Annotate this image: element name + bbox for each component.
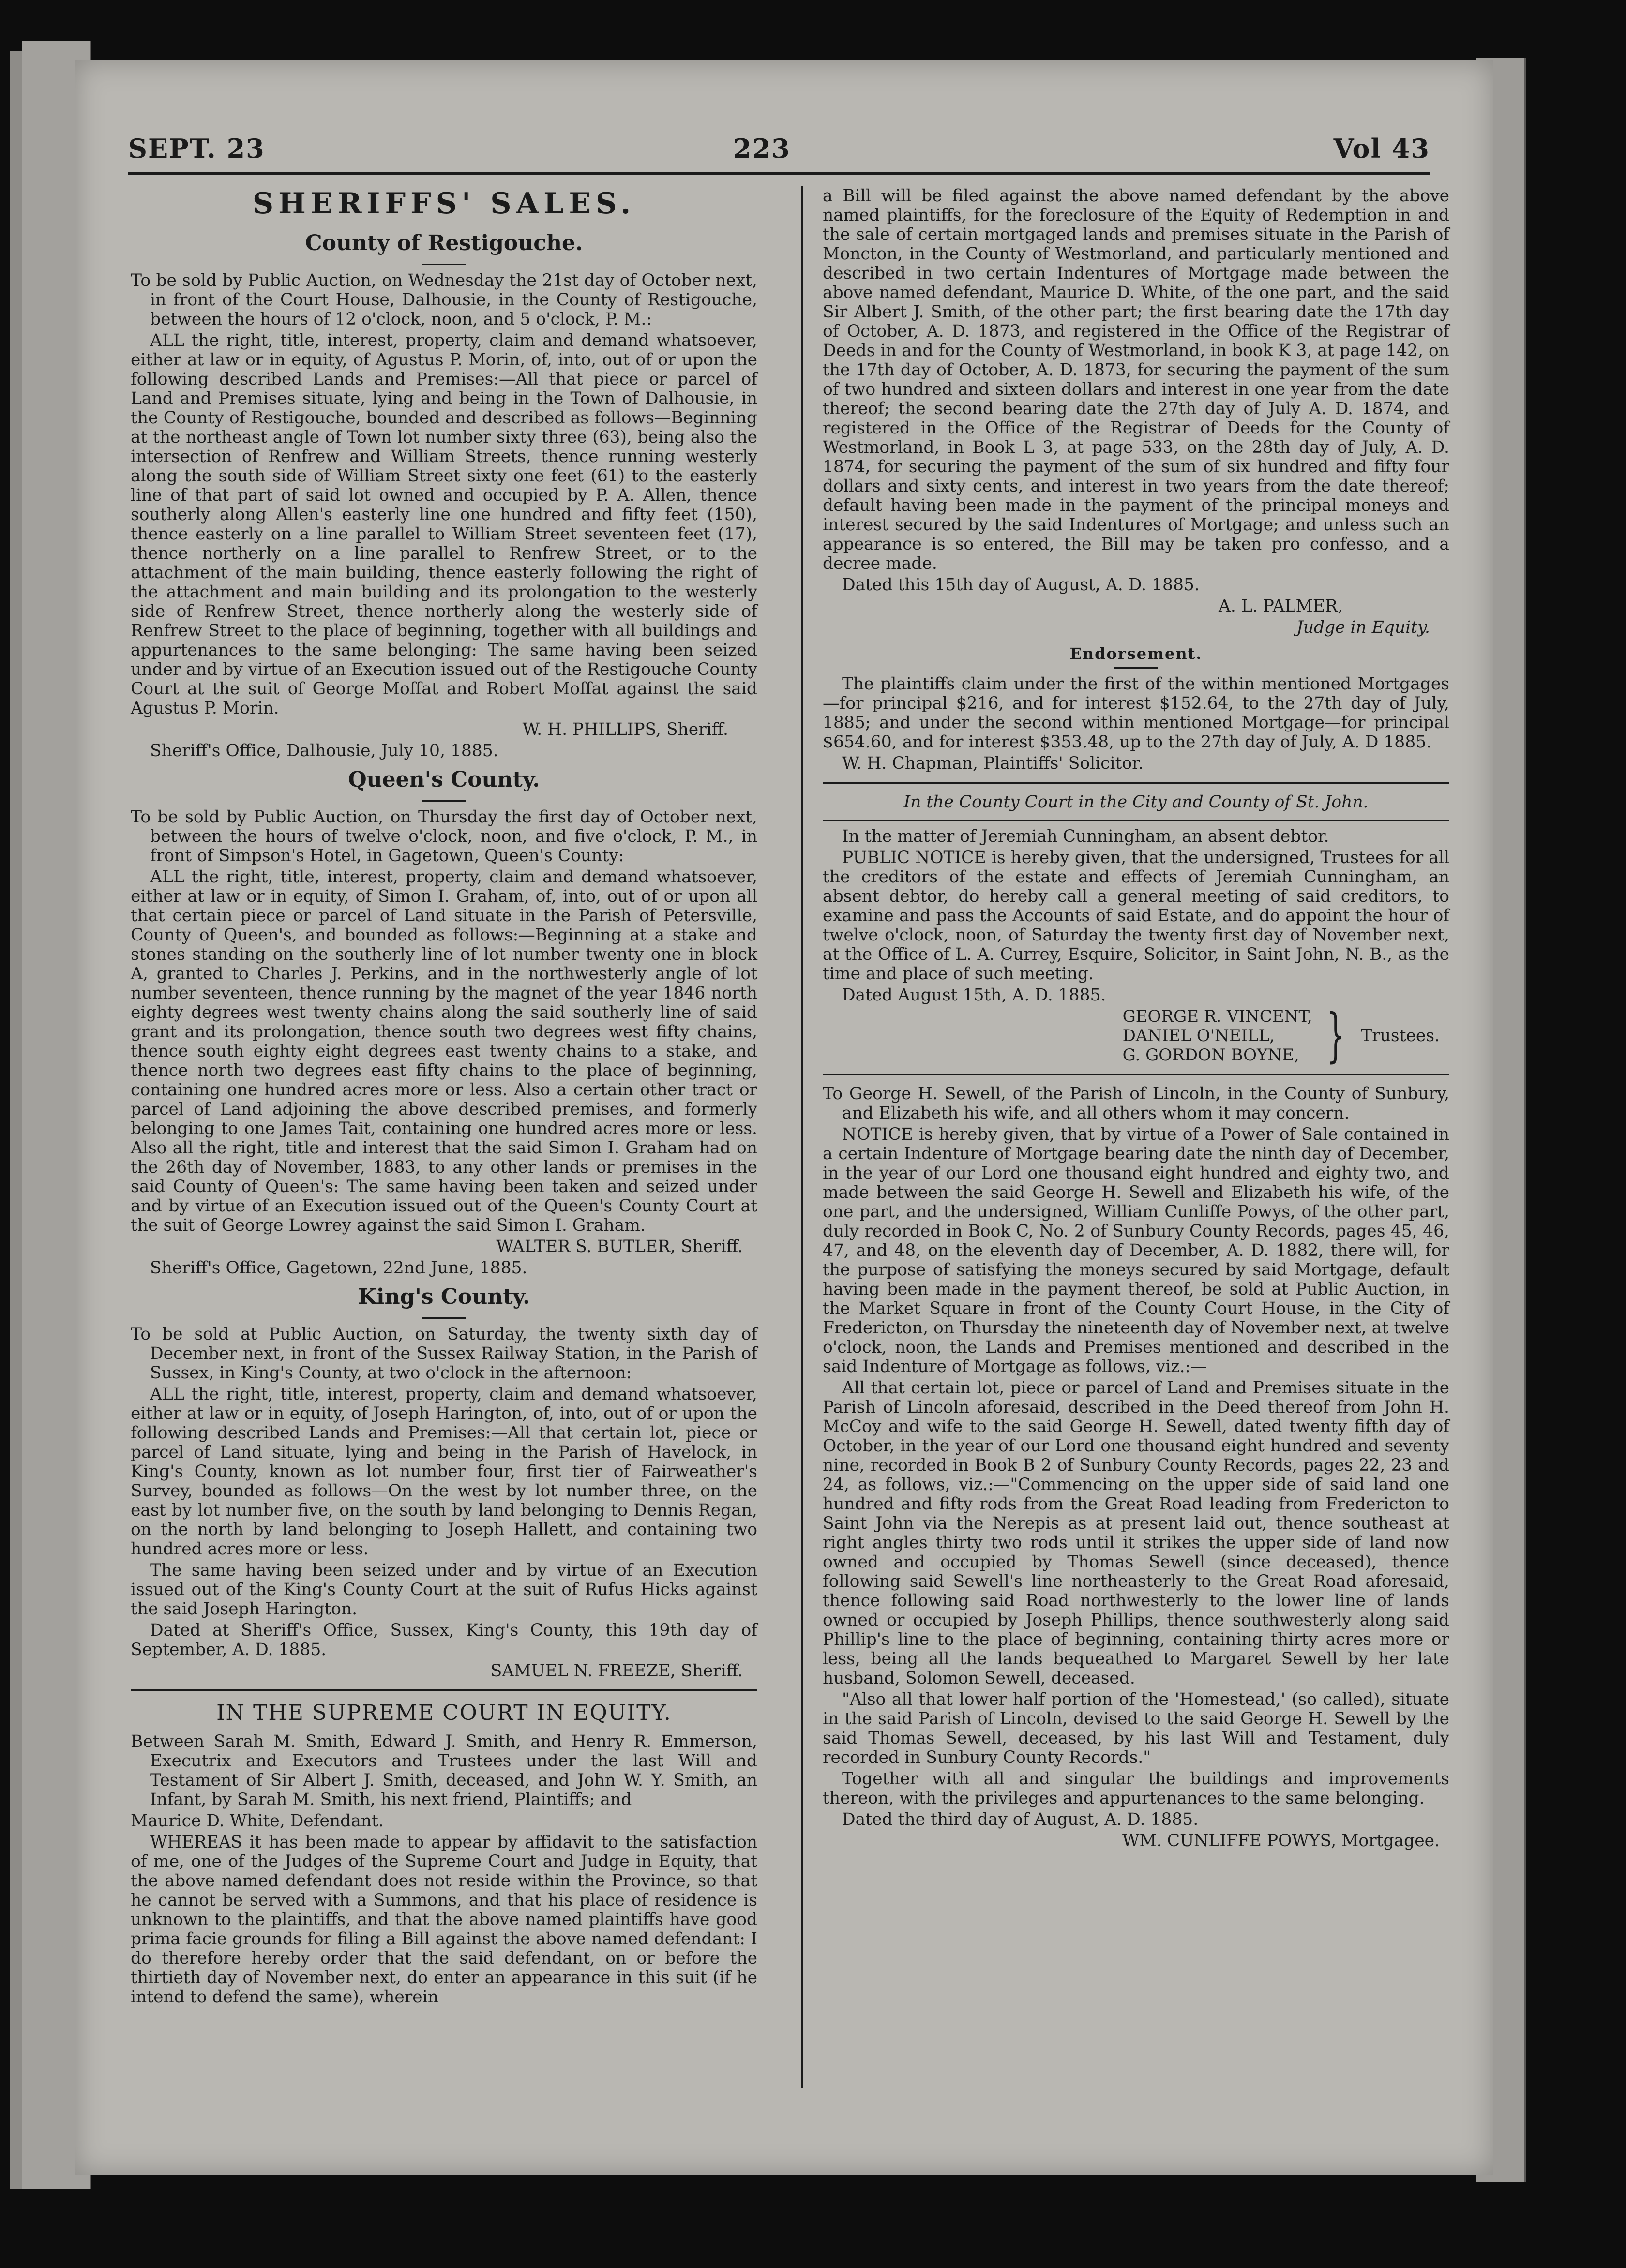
trustee-name: GEORGE R. VINCENT, <box>1122 1007 1312 1026</box>
queens-body: ALL the right, title, interest, property, claim and demand whatsoever, either at law or in equity, of Simon I. Graham, of, into, out of or upon all that certain piece or parcel of Land situate in the Parish of Petersville, County of Queen's, and bounded as follows:—Beginning at a stake and stones standing on the southerly line of lot number twenty one in block A, granted to Charles J. Perkins, and in the northwesterly angle of lot number seventeen, thence running by the magnet of the year 1846 north eighty degrees west twenty chains along the said southerly line of said grant and its prolongation, thence south two degrees west fifty chains, thence south eighty eight degrees east twenty chains to a stake, and thence north two degrees east fifty chains to the place of beginning, containing one hundred acres more or less. Also a certain other tract or parcel of Land adjoining the above described premises, and formerly belonging to one James Tait, containing one hundred acres more or less. Also all the right, title and interest that the said Simon I. Graham had on the 26th day of November, 1883, to any other lands or premises in the said County of Queen's: The same having been taken and seized under and by virtue of an Execution issued out of the Queen's County Court at the suit of George Lowrey against the said Simon I. Graham. <box>131 867 757 1235</box>
judge-title: Judge in Equity. <box>1296 618 1430 637</box>
section-rule <box>422 1317 466 1319</box>
sheriffs-sales-title: SHERIFFS' SALES. <box>252 187 636 221</box>
equity-body: WHEREAS it has been made to appear by affidavit to the satisfaction of me, one of the Judges of the Supreme Court and Judge in Equity, that the above named defendant does not reside within the Province, so that he cannot be served with a Summons, and that his place of residence is unknown to the plaintiffs, and that the above named plaintiffs have good prima facie grounds for filing a Bill against the above named defendant: I do therefore hereby order that the said defendant, on or before the thirtieth day of November next, do enter an appearance in this suit (if he intend to defend the same), wherein <box>131 1833 757 2007</box>
restigouche-signature: W. H. PHILLIPS, Sheriff. <box>522 720 728 739</box>
endorsement-body: The plaintiffs claim under the first of the within mentioned Mortgages—for principal $216, and for interest $152.64, to the 27th day of July, 1885; and under the second within mentioned Mortgage—for principal $654.60, and for interest $353.48, up to the 27th day of July, A. D 1885. <box>823 674 1449 752</box>
queens-heading: Queen's County. <box>348 767 540 792</box>
trustee-name: DANIEL O'NEILL, <box>1122 1026 1275 1045</box>
equity-between: Between Sarah M. Smith, Edward J. Smith, and Henry R. Emmerson, Executrix and Executors and Trustees under the last Will and Testament of Sir Albert J. Smith, deceased, and John W. Y. Smith, an Infant, by Sarah M. Smith, his next friend, Plaintiffs; and <box>131 1732 757 1809</box>
kings-intro: To be sold at Public Auction, on Saturday, the twenty sixth day of December next, in front of the Sussex Railway Station, in the Parish of Sussex, in King's County, at two o'clock in the afternoon: <box>131 1325 757 1383</box>
sewell-parcel-one: All that certain lot, piece or parcel of Land and Premises situate in the Parish of Lincoln aforesaid, described in the Deed thereof from John H. McCoy and wife to the said George H. Sewell, dated twenty fifth day of October, in the year of our Lord one thousand eight hundred and seventy nine, recorded in Book B 2 of Sunbury County Records, pages 22, 23 and 24, as follows, viz.:—"Commencing on the upper side of said land one hundred and fifty rods from the Great Road leading from Fredericton to Saint John via the Nerepis as at present laid out, thence southeast at right angles thirty two rods until it strikes the upper side of land now owned and occupied by Thomas Sewell (since deceased), thence following said Sewell's line northeasterly to the Great Road aforesaid, thence following said Road northwesterly to the lower line of lands owned or occupied by Joseph Phillips, thence southwesterly along said Phillip's line to the place of beginning, containing thirty acres more or less, being all the lands bequeathed to Margaret Sewell by her late husband, Solomon Sewell, deceased. <box>823 1378 1449 1688</box>
judge-name: A. L. PALMER, <box>1218 597 1343 616</box>
restigouche-body: ALL the right, title, interest, property, claim and demand whatsoever, either at law or in equity, of Agustus P. Morin, of, into, out of or upon the following described Lands and Premises:—All that piece or parcel of Land and Premises situate, lying and being in the Town of Dalhousie, in the County of Restigouche, bounded and described as follows—Beginning at the northeast angle of Town lot number sixty three (63), being also the intersection of Renfrew and William Streets, thence running westerly along the south side of William Street sixty one feet (61) to the easterly line of that part of said lot owned and occupied by P. A. Allen, thence southerly along Allen's easterly line one hundred and fifty feet (150), thence easterly on a line parallel to William Street seventeen feet (17), thence northerly on a line parallel to Renfrew Street, or to the attachment of the main building, thence easterly following the right of the attachment and main building and its prolongation to the westerly side of Renfrew Street, thence northerly along the westerly side of Renfrew Street to the place of beginning, together with all buildings and appurtenances to the same belonging: The same having been seized under and by virtue of an Execution issued out of the Restigouche County Court at the suit of George Moffat and Robert Moffat against the said Agustus P. Morin. <box>131 331 757 718</box>
county-court-matter: In the matter of Jeremiah Cunningham, an absent debtor. <box>842 827 1329 846</box>
header-date: SEPT. 23 <box>128 133 265 164</box>
page-header <box>128 133 1430 175</box>
restigouche-dated: Sheriff's Office, Dalhousie, July 10, 1885. <box>150 741 498 761</box>
header-volume: Vol 43 <box>1333 133 1430 164</box>
county-court-heading: In the County Court in the City and County of St. John. <box>903 792 1369 812</box>
section-rule <box>1114 667 1158 669</box>
sewell-signature: WM. CUNLIFFE POWYS, Mortgagee. <box>1122 1831 1440 1850</box>
sewell-address: To George H. Sewell, of the Parish of Lincoln, in the County of Sunbury, and Elizabeth his wife, and all others whom it may concern. <box>823 1084 1449 1123</box>
endorsement-heading: Endorsement. <box>1069 644 1203 663</box>
section-rule <box>422 800 466 802</box>
county-court-notice: PUBLIC NOTICE is hereby given, that the undersigned, Trustees for all the creditors of the estate and effects of Jeremiah Cunningham, an absent debtor, do hereby call a general meeting of said creditors, to examine and pass the Accounts of said Estate, and do appoint the hour of twelve o'clock, noon, of Saturday the twenty first day of November next, at the Office of L. A. Currey, Esquire, Solicitor, in Saint John, N. B., as the time and place of such meeting. <box>823 848 1449 984</box>
sewell-together: Together with all and singular the buildings and improvements thereon, with the privileges and appurtenances to the same belonging. <box>823 1769 1449 1808</box>
column-divider <box>801 186 803 2088</box>
sewell-notice: NOTICE is hereby given, that by virtue of a Power of Sale contained in a certain Indenture of Mortgage bearing date the ninth day of December, in the year of our Lord one thousand eight hundred and eighty two, and made between the said George H. Sewell and Elizabeth his wife, of the one part, and the undersigned, William Cunliffe Powys, of the other part, duly recorded in Book C, No. 2 of Sunbury County Records, pages 45, 46, 47, and 48, on the eleventh day of December, A. D. 1882, there will, for the purpose of satisfying the moneys secured by said Mortgage, default having been made in the payment thereof, be sold at Public Auction, in the Market Square in front of the County Court House, in the City of Fredericton, on Thursday the nineteenth day of November next, at twelve o'clock, noon, the Lands and Premises mentioned and described in the said Indenture of Mortgage as follows, viz.:— <box>823 1125 1449 1376</box>
left-column <box>131 186 757 2088</box>
queens-intro: To be sold by Public Auction, on Thursday the first day of October next, between the hours of twelve o'clock, noon, and five o'clock, P. M., in front of Simpson's Hotel, in Gagetown, Queen's County: <box>131 807 757 865</box>
sewell-parcel-two: "Also all that lower half portion of the 'Homestead,' (so called), situate in the said Parish of Lincoln, devised to the said George H. Sewell by the said Thomas Sewell, deceased, by his last Will and Testament, duly recorded in Sunbury County Records." <box>823 1690 1449 1767</box>
solicitor: W. H. Chapman, Plaintiffs' Solicitor. <box>842 754 1144 773</box>
trustee-names <box>1123 1007 1312 1065</box>
section-rule <box>422 264 466 265</box>
equity-continued: a Bill will be filed against the above named defendant by the above named plaintiffs, for the foreclosure of the Equity of Redemption in and the sale of certain mortgaged lands and premises situate in the Parish of Moncton, in the County of Westmorland, and particularly mentioned and described in two certain Indentures of Mortgage made between the above named defendant, Maurice D. White, of the one part, and the said Sir Albert J. Smith, of the other part; the first bearing date the 17th day of October, A. D. 1873, and registered in the Office of the Registrar of Deeds in and for the County of Westmorland, in book K 3, at page 142, on the 17th day of October, A. D. 1873, for securing the payment of the sum of two hundred and sixteen dollars and interest in one year from the date thereof; the second bearing date the 27th day of July A. D. 1874, and registered in the Office of the Registrar of Deeds for the County of Westmorland, in Book L 3, at page 533, on the 28th day of July, A. D. 1874, for securing the payment of the sum of six hundred and fifty four dollars and sixty cents, and interest in two years from the date thereof; default having been made in the payment of the principal moneys and interest secured by the said Indentures of Mortgage; and unless such an appearance is so entered, the Bill may be taken pro confesso, and a decree made. <box>823 186 1449 573</box>
equity-heading: IN THE SUPREME COURT IN EQUITY. <box>216 1701 672 1725</box>
section-divider <box>823 1074 1449 1075</box>
trustees-block <box>823 1002 1449 1069</box>
kings-signature: SAMUEL N. FREEZE, Sheriff. <box>490 1661 743 1681</box>
brace-glyph: } <box>1326 1002 1345 1069</box>
section-divider <box>823 782 1449 784</box>
kings-heading: King's County. <box>358 1284 530 1309</box>
right-column <box>823 186 1449 2088</box>
equity-dated: Dated this 15th day of August, A. D. 1885. <box>842 575 1200 595</box>
restigouche-heading: County of Restigouche. <box>305 231 583 255</box>
sewell-dated: Dated the third day of August, A. D. 1885. <box>842 1810 1199 1829</box>
header-page-number: 223 <box>733 133 791 164</box>
equity-defendant: Maurice D. White, Defendant. <box>131 1811 384 1831</box>
kings-seized: The same having been seized under and by virtue of an Execution issued out of the King's County Court at the suit of Rufus Hicks against the said Joseph Harington. <box>131 1561 757 1619</box>
kings-dated: Dated at Sheriff's Office, Sussex, King's County, this 19th day of September, A. D. 1885. <box>131 1621 757 1659</box>
queens-dated: Sheriff's Office, Gagetown, 22nd June, 1885. <box>150 1258 527 1278</box>
restigouche-intro: To be sold by Public Auction, on Wednesday the 21st day of October next, in front of the Court House, Dalhousie, in the County of Restigouche, between the hours of 12 o'clock, noon, and 5 o'clock, P. M.: <box>131 271 757 329</box>
trustee-name: G. GORDON BOYNE, <box>1122 1045 1299 1065</box>
county-court-dated: Dated August 15th, A. D. 1885. <box>842 985 1106 1005</box>
section-divider <box>131 1689 757 1691</box>
newspaper-page <box>75 60 1493 2175</box>
section-rule <box>823 820 1449 821</box>
trustees-label: Trustees. <box>1361 1026 1440 1045</box>
kings-body: ALL the right, title, interest, property, claim and demand whatsoever, either at law or in equity, of Joseph Harington, of, into, out of or upon the following described Lands and Premises:—All that certain lot, piece or parcel of Land situate, lying and being in the Parish of Havelock, in King's County, known as lot number four, first tier of Fairweather's Survey, bounded as follows—On the west by lot number three, on the east by lot number five, on the south by land belonging to Dennis Regan, on the north by land belonging to Joseph Hallett, and containing two hundred acres more or less. <box>131 1385 757 1559</box>
queens-signature: WALTER S. BUTLER, Sheriff. <box>496 1237 743 1256</box>
